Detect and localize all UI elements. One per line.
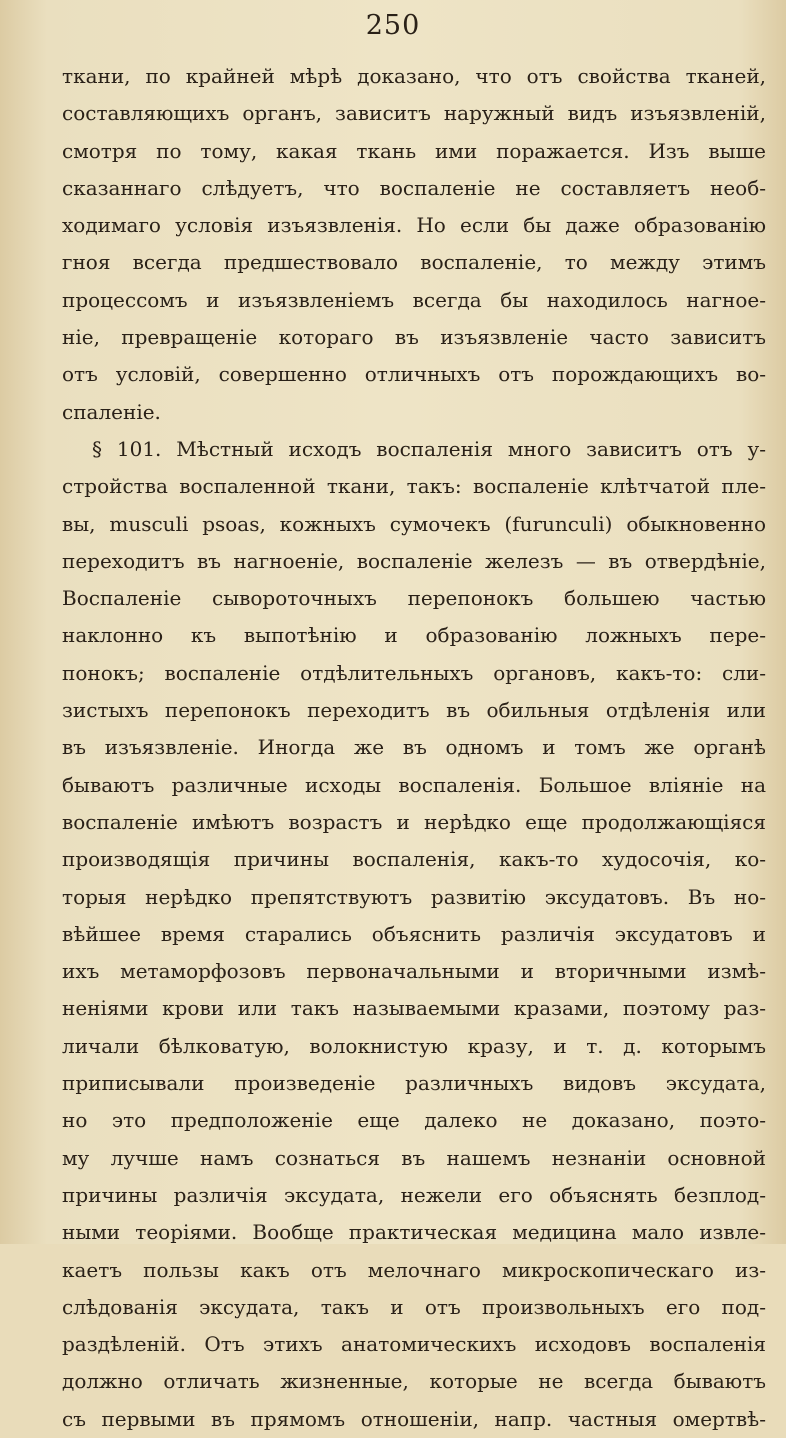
paragraph-1 [62, 58, 766, 431]
text-line: сказаннаго слѣдуетъ, что воспаленіе не составляетъ необ- [62, 175, 766, 200]
text-line: вѣйшее время старались объяснить различія эксудатовъ и [62, 921, 766, 946]
text-line: производящія причины воспаленія, какъ-то худосочія, ко- [62, 847, 766, 872]
text-line: стройства воспаленной ткани, такъ: воспаленіе клѣтчатой пле- [62, 474, 766, 499]
text-line: спаленіе. [62, 399, 161, 424]
text-line: ихъ метаморфозовъ первоначальными и вторичными измѣ- [62, 959, 766, 984]
text-line: му лучше намъ сознаться въ нашемъ незнаніи основной [62, 1145, 766, 1170]
text-line: отъ условій, совершенно отличныхъ отъ порождающихъ во- [62, 362, 766, 387]
text-line: торыя нерѣдко препятствуютъ развитію эксудатовъ. Въ но- [62, 884, 766, 909]
text-line: наклонно къ выпотѣнію и образованію ложныхъ пере- [62, 623, 766, 648]
page-number: 250 [365, 10, 421, 41]
text-line: Воспаленіе сывороточныхъ перепонокъ большею частью [62, 586, 766, 611]
text-line: каетъ пользы какъ отъ мелочнаго микроскопическаго из- [62, 1257, 766, 1282]
text-line: ніе, превращеніе котораго въ изъязвленіе часто зависитъ [62, 325, 766, 350]
text-line: вы, musculi psoas, кожныхъ сумочекъ (furunculi) обыкновенно [62, 511, 766, 536]
text-line: причины различія эксудата, нежели его объяснять безплод- [62, 1182, 766, 1207]
text-line: понокъ; воспаленіе отдѣлительныхъ органовъ, какъ-то: сли- [62, 660, 766, 685]
text-line: гноя всегда предшествовало воспаленіе, то между этимъ [62, 250, 766, 275]
text-line: бываютъ различные исходы воспаленія. Большое вліяніе на [62, 772, 766, 797]
body-text [62, 58, 766, 1438]
section-heading-line: § 101. Мѣстный исходъ воспаленія много зависитъ отъ у- [92, 436, 766, 461]
text-line: неніями крови или такъ называемыми кразами, поэтому раз- [62, 996, 766, 1021]
text-line: процессомъ и изъязвленіемъ всегда бы находилось нагное- [62, 287, 766, 312]
text-line: личали бѣлковатую, волокнистую кразу, и т. д. которымъ [62, 1033, 766, 1058]
text-line: слѣдованія эксудата, такъ и отъ произвольныхъ его под- [62, 1294, 766, 1319]
text-line: ными теоріями. Вообще практическая медицина мало извле- [62, 1220, 766, 1245]
text-line: переходитъ въ нагноеніе, воспаленіе железъ — въ отвердѣніе, [62, 548, 766, 573]
text-line: составляющихъ органъ, зависитъ наружный видъ изъязвленій, [62, 101, 766, 126]
text-line: воспаленіе имѣютъ возрастъ и нерѣдко еще продолжающіяся [62, 809, 766, 834]
text-line: раздѣленій. Отъ этихъ анатомическихъ исходовъ воспаленія [62, 1332, 766, 1357]
text-line: зистыхъ перепонокъ переходитъ въ обильныя отдѣленія или [62, 698, 766, 723]
text-line: въ изъязвленіе. Иногда же въ одномъ и томъ же органѣ [62, 735, 766, 760]
paragraph-2 [62, 431, 766, 1438]
text-line: смотря по тому, какая ткань ими поражается. Изъ выше [62, 138, 766, 163]
text-line: но это предположеніе еще далеко не доказано, поэто- [62, 1108, 766, 1133]
text-line: ткани, по крайней мѣрѣ доказано, что отъ свойства тканей, [62, 64, 766, 88]
text-line: съ первыми въ прямомъ отношеніи, напр. частныя омертвѣ- [62, 1406, 766, 1431]
text-line: должно отличать жизненные, которые не всегда бываютъ [62, 1369, 766, 1394]
text-line: приписывали произведеніе различныхъ видовъ эксудата, [62, 1071, 766, 1096]
text-line: ходимаго условія изъязвленія. Но если бы даже образованію [62, 213, 766, 238]
